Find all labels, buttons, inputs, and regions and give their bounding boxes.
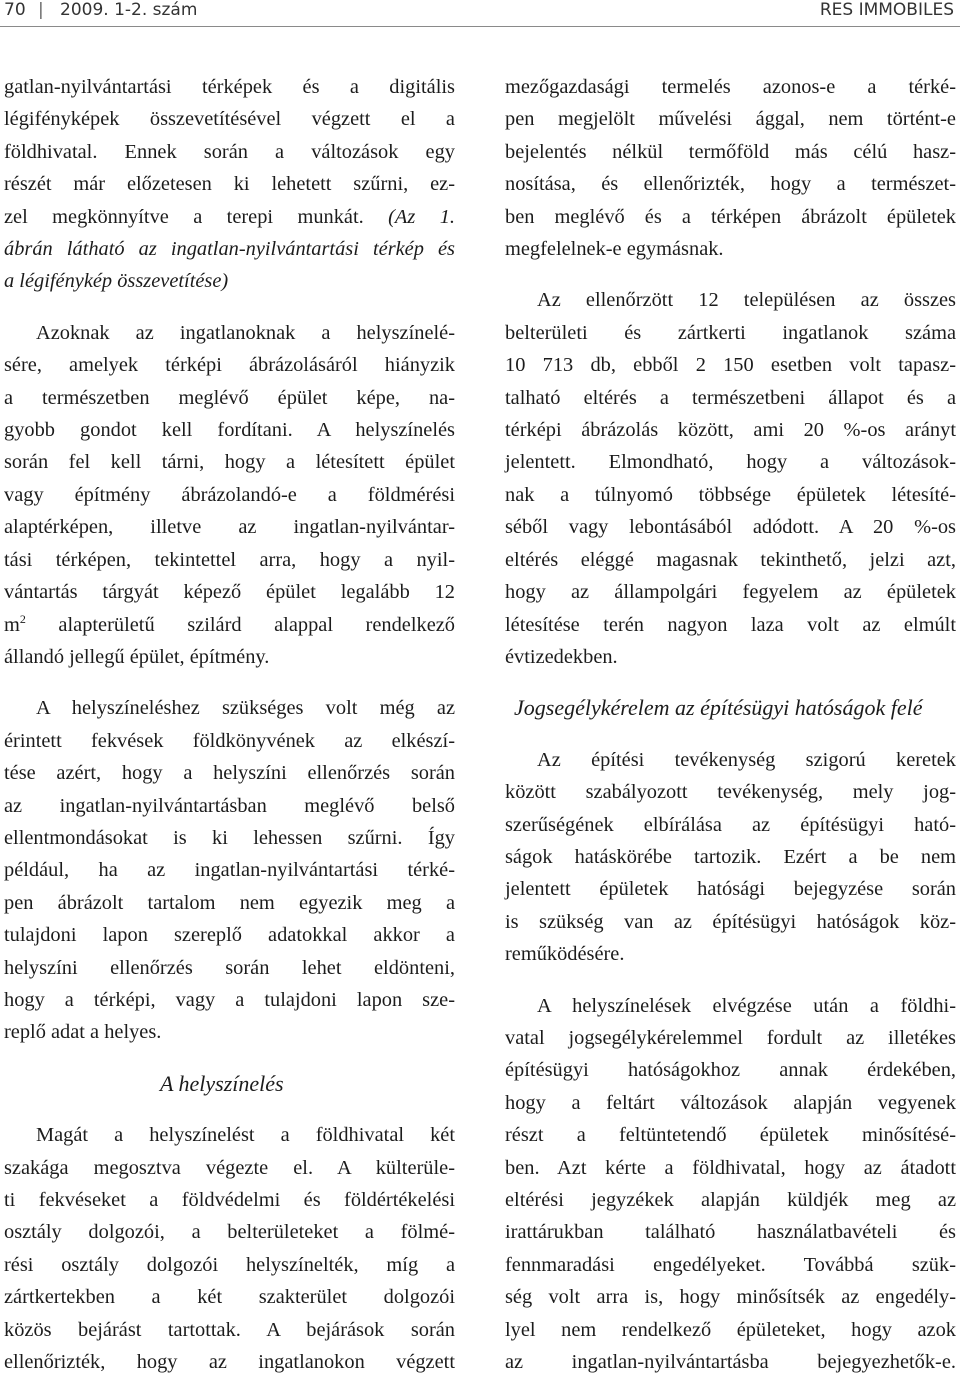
paragraph — [505, 744, 956, 971]
text-line: ellenőrizték, hogy az ingatlanokon végzett — [4, 1351, 455, 1374]
paragraph — [4, 317, 455, 673]
text-line: ellentmondásokat is ki lehessen szűrni. Így — [4, 826, 455, 849]
text-fragment: alapterületű szilárd alappal rendelkező — [25, 613, 455, 636]
paragraph-gap — [505, 725, 956, 744]
journal-title: RES IMMOBILES — [819, 0, 954, 20]
text-line: jelentett épületek hatósági bejegyzése során — [505, 878, 956, 901]
text-line: fennmaradási engedélyeket. Továbbá szük- — [505, 1253, 956, 1276]
text-line: Az építési tevékenység szigorú keretek — [537, 748, 956, 771]
page-number: 70 — [4, 0, 26, 20]
text-line: építésügyi hatóságokhoz annak érdekében, — [505, 1059, 956, 1082]
paragraph — [505, 990, 956, 1378]
text-line: közös bejárást tartottak. A bejárások során — [4, 1318, 455, 1341]
page-header — [0, 0, 960, 27]
text-line: érintett fekvések földkönyvének az elkészí- — [4, 729, 455, 752]
text-line: tási térképen, tekintettel arra, hogy a nyil- — [4, 548, 455, 571]
text-line: légifényképek összevetítésével végzett el a — [4, 108, 455, 131]
text-line: az ingatlan-nyilvántartásban meglévő belső — [4, 794, 455, 817]
paragraph — [4, 692, 455, 1048]
text-line: ábrán látható az ingatlan-nyilvántartási térkép és — [4, 238, 455, 261]
text-line: térképi ábrázolás között, ami 20 %-os arányt — [505, 419, 956, 442]
text-line: hogy az állampolgári fegyelem az épületek — [505, 581, 956, 604]
text-line — [4, 609, 455, 641]
text-line: jelentett. Elmondható, hogy a változások- — [505, 451, 956, 474]
text-line: részt a feltüntetendő épületek minősítésé- — [505, 1124, 956, 1147]
text-line: szakága megosztva végezte el. A külterüle- — [4, 1156, 455, 1179]
text-line — [4, 201, 455, 233]
text-line: évtizedekben. — [505, 645, 618, 668]
header-separator: | — [38, 0, 44, 20]
text-line: részét már előzetesen ki lehetett szűrni, ez- — [4, 173, 455, 196]
text-line: rési osztály dolgozói helyszínelték, míg a — [4, 1253, 455, 1276]
right-column — [505, 71, 956, 1378]
text-line: osztály dolgozói, a belterületeket a fölmé- — [4, 1221, 455, 1244]
paragraph-gap — [4, 1049, 455, 1068]
superscript: 2 — [19, 611, 26, 626]
text-line: séből vagy lebontásából adódott. A 20 %-os — [505, 516, 956, 539]
text-line: ség volt arra is, hogy minősítsék az engedély- — [505, 1286, 956, 1309]
text-line: alaptérképen, illetve az ingatlan-nyilvántar- — [4, 516, 455, 539]
text-line: szerűségének elbírálása az építésügyi ható- — [505, 813, 956, 836]
text-line: ságok hatáskörébe tartozik. Ezért a be nem — [505, 845, 956, 868]
paragraph — [4, 71, 455, 298]
text-line: pen ábrázolt tartalom nem egyezik meg a — [4, 891, 455, 914]
text-line: vagy építmény ábrázolandó-e a földmérési — [4, 483, 455, 506]
text-line: Azoknak az ingatlanoknak a helyszínelé- — [36, 321, 455, 344]
text-line: bejelentés nélkül termőföld más célú hasz- — [505, 140, 956, 163]
text-line: belterületi és zártkerti ingatlanok száma — [505, 321, 956, 344]
text-line: során fel kell tárni, hogy a létesített épület — [4, 451, 455, 474]
paragraph-gap — [505, 971, 956, 990]
text-line: nak a túlnyomó többsége épületek létesíté- — [505, 483, 956, 506]
paragraph-gap — [4, 1100, 455, 1119]
text-line: 10 713 db, ebből 2 150 esetben volt tapasz- — [505, 354, 956, 377]
text-line: között szabályozott tevékenység, mely jog- — [505, 781, 956, 804]
section-heading: Jogsegélykérelem az építésügyi hatóságok felé — [514, 695, 923, 721]
paragraph — [4, 1119, 455, 1378]
text-line: a légifénykép összevetítése) — [4, 270, 229, 293]
text-line: helyszíni ellenőrzés során lehet eldönteni, — [4, 956, 455, 979]
text-line: ti fekvéseket a földvédelmi és földértékelési — [4, 1189, 455, 1211]
text-line: talható eltérés a természetbeni állapot és a — [505, 386, 956, 409]
text-line: tése azért, hogy a helyszíni ellenőrzés során — [4, 762, 455, 785]
text-line: eltérés eléggé magasnak tekinthető, jelzi azt, — [505, 548, 956, 571]
issue-label: 2009. 1-2. szám — [60, 0, 198, 20]
text-line: földhivatal. Ennek során a változások egy — [4, 140, 455, 163]
section-heading: A helyszínelés — [160, 1070, 284, 1096]
text-line: gyobb gondot kell fordítani. A helyszínelés — [4, 419, 455, 442]
text-line: tulajdoni lapon szereplő adatokkal akkor a — [4, 924, 455, 947]
text-line: A helyszínelések elvégzése után a földhi- — [537, 994, 956, 1017]
paragraph-gap — [505, 673, 956, 692]
text-line: hogy a térképi, vagy a tulajdoni lapon sze- — [4, 988, 455, 1011]
text-line: ben. Azt kérte a földhivatal, hogy az átadott — [505, 1156, 956, 1179]
text-fragment: zel megkönnyítve a terepi munkát. — [4, 205, 364, 228]
text-line: vántartás tárgyát képező épület legalább 12 — [4, 581, 455, 604]
text-line: reműködésére. — [505, 943, 625, 966]
text-line: lyel nem rendelkező épületeket, hogy azok — [505, 1318, 956, 1341]
text-line: sére, amelyek térképi ábrázolásáról hiányzik — [4, 354, 455, 377]
paragraph-gap — [505, 265, 956, 284]
text-line: ben meglévő és a térképen ábrázolt épületek — [505, 205, 956, 228]
text-fragment: m — [4, 613, 20, 636]
text-line: állandó jellegű épület, építmény. — [4, 645, 270, 668]
left-column — [4, 71, 455, 1378]
text-line: zártkertekben a két szakterület dolgozói — [4, 1286, 455, 1309]
text-line: az ingatlan-nyilvántartásba bejegyezhetők-e. — [505, 1351, 956, 1374]
text-line: létesítése terén nagyon laza volt az elmúlt — [505, 613, 956, 636]
text-line: a természetben meglévő épület képe, na- — [4, 386, 455, 409]
text-line: például, ha az ingatlan-nyilvántartási térké- — [4, 859, 455, 882]
paragraph — [505, 71, 956, 265]
text-line: Magát a helyszínelést a földhivatal két — [36, 1124, 455, 1147]
paragraph — [505, 284, 956, 673]
text-line: mezőgazdasági termelés azonos-e a térké- — [505, 76, 956, 98]
text-line: megfelelnek-e egymásnak. — [505, 238, 724, 261]
text-line: gatlan-nyilvántartási térképek és a digitális — [4, 76, 455, 98]
text-line: A helyszíneléshez szükséges volt még az — [36, 697, 455, 720]
paragraph-gap — [4, 298, 455, 317]
text-line: replő adat a helyes. — [4, 1021, 162, 1044]
text-line: Az ellenőrzött 12 településen az összes — [537, 289, 956, 312]
text-line: eltérési jegyzékek alapján küldjék meg az — [505, 1189, 956, 1211]
text-line: irattárukban található használatbavételi és — [505, 1221, 956, 1244]
text-line: is szükség van az építésügyi hatóságok köz- — [505, 910, 956, 933]
text-line: vatal jogsegélykérelemmel fordult az illetékes — [505, 1026, 956, 1049]
text-line: pen megjelölt művelési ággal, nem történt-e — [505, 108, 956, 131]
text-line: nosítása, és ellenőrizték, hogy a természet- — [505, 173, 956, 196]
figure-reference: (Az 1. — [388, 205, 455, 228]
paragraph-gap — [4, 673, 455, 692]
text-line: hogy a feltárt változások alapján vegyenek — [505, 1091, 956, 1114]
